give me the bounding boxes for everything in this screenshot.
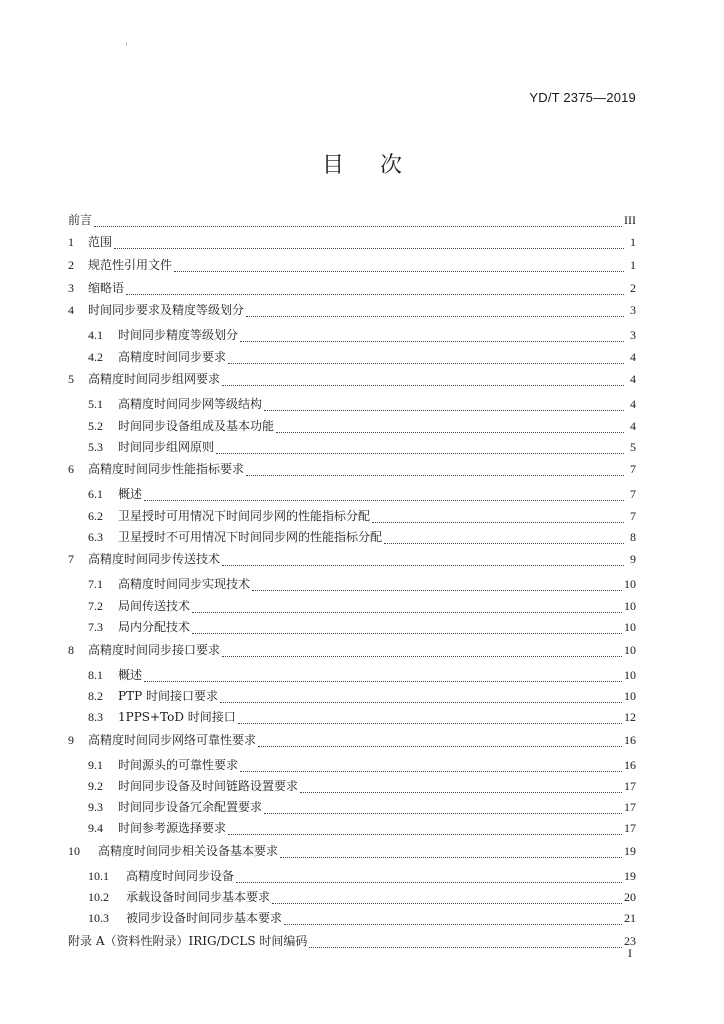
page-number: I xyxy=(628,946,632,960)
scan-mark xyxy=(126,42,131,46)
toc-entry-page: 10 xyxy=(624,667,636,682)
toc-leader-dots xyxy=(228,348,624,364)
toc-entry[interactable] xyxy=(68,819,636,838)
toc-entry-number: 5.2 xyxy=(88,418,103,433)
toc-entry-number: 6.2 xyxy=(88,508,103,523)
toc-entry-number: 4.1 xyxy=(88,328,103,343)
toc-entry-page: 16 xyxy=(624,732,636,747)
toc-leader-dots xyxy=(220,687,622,703)
toc-entry-number: 8.2 xyxy=(88,688,103,703)
toc-entry[interactable] xyxy=(68,641,636,660)
toc-leader-dots xyxy=(174,256,624,272)
toc-entry-title: 缩略语 xyxy=(88,280,125,295)
toc-entry-title: 时间同步设备及时间链路设置要求 xyxy=(118,778,299,793)
toc-entry[interactable] xyxy=(68,597,636,616)
toc-entry-title: 高精度时间同步相关设备基本要求 xyxy=(98,843,279,858)
toc-entry-page: 3 xyxy=(630,303,636,318)
toc-entry-number: 3 xyxy=(68,280,74,295)
toc-entry-number: 10.3 xyxy=(88,911,109,926)
toc-entry[interactable] xyxy=(68,211,636,230)
toc-entry-number: 8.3 xyxy=(88,709,103,724)
toc-leader-dots xyxy=(276,417,624,433)
toc-leader-dots xyxy=(384,528,624,544)
toc-entry-title: 承载设备时间同步基本要求 xyxy=(126,890,271,904)
toc-leader-dots xyxy=(272,888,622,904)
toc-leader-dots xyxy=(236,867,622,883)
toc-entry-number: 4 xyxy=(68,303,74,318)
toc-entry[interactable] xyxy=(68,438,636,457)
toc-entry-title: 概述 xyxy=(118,487,143,502)
toc-leader-dots xyxy=(246,301,624,317)
toc-entry-number: 2 xyxy=(68,258,74,273)
toc-leader-dots xyxy=(258,731,622,747)
toc-entry-title: 概述 xyxy=(118,667,143,682)
toc-leader-dots xyxy=(228,819,622,835)
toc-entry-page: 5 xyxy=(630,439,636,454)
toc-leader-dots xyxy=(280,842,622,858)
toc-entry-title: 1PPS+ToD 时间接口 xyxy=(118,709,236,724)
toc-leader-dots xyxy=(222,550,624,566)
toc-entry-page: 17 xyxy=(624,821,636,836)
toc-entry-title: PTP 时间接口要求 xyxy=(118,688,218,703)
toc-entry-title: 局内分配技术 xyxy=(118,619,191,634)
toc-entry[interactable] xyxy=(68,348,636,367)
toc-entry-title: 范围 xyxy=(88,235,113,250)
toc-entry[interactable] xyxy=(68,867,636,886)
toc-entry[interactable] xyxy=(68,888,636,907)
table-of-contents xyxy=(68,207,636,951)
toc-leader-dots xyxy=(144,485,624,501)
toc-leader-dots xyxy=(216,438,624,454)
toc-entry-title: 高精度时间同步性能指标要求 xyxy=(88,462,245,477)
toc-entry-title: 高精度时间同步设备 xyxy=(126,868,235,883)
toc-entry[interactable] xyxy=(68,798,636,817)
toc-entry[interactable] xyxy=(68,233,636,252)
toc-entry-page: 10 xyxy=(624,598,636,613)
toc-entry-number: 9.3 xyxy=(88,799,103,814)
toc-leader-dots xyxy=(252,575,622,591)
toc-entry-number: 7.1 xyxy=(88,577,103,592)
toc-entry-page: 3 xyxy=(630,328,636,343)
toc-entry-title: 高精度时间同步接口要求 xyxy=(88,642,221,657)
toc-entry-page: 10 xyxy=(624,619,636,634)
toc-entry-page: 12 xyxy=(624,709,636,724)
toc-entry-page: 2 xyxy=(630,280,636,295)
toc-entry-title: 时间同步设备组成及基本功能 xyxy=(118,418,275,433)
toc-entry-title: 局间传送技术 xyxy=(118,598,191,613)
toc-entry-page: 10 xyxy=(624,688,636,703)
toc-leader-dots xyxy=(240,326,624,342)
toc-entry-title: 规范性引用文件 xyxy=(88,258,173,273)
toc-entry[interactable] xyxy=(68,507,636,526)
toc-entry[interactable] xyxy=(68,256,636,275)
toc-entry-title: 时间参考源选择要求 xyxy=(118,821,227,836)
toc-leader-dots xyxy=(284,909,622,925)
toc-entry-number: 9.1 xyxy=(88,757,103,772)
toc-entry[interactable] xyxy=(68,909,636,928)
toc-entry[interactable] xyxy=(68,666,636,685)
toc-entry-page: 1 xyxy=(630,235,636,250)
toc-leader-dots xyxy=(372,507,624,523)
toc-entry-number: 5 xyxy=(68,372,74,387)
toc-entry-number: 10.2 xyxy=(88,890,109,904)
toc-entry[interactable] xyxy=(68,777,636,796)
toc-entry-title: 时间源头的可靠性要求 xyxy=(118,757,239,772)
toc-entry-number: 6 xyxy=(68,462,74,477)
toc-entry-number: 6.1 xyxy=(88,487,103,502)
toc-entry-page: 7 xyxy=(630,462,636,477)
toc-entry-number: 9 xyxy=(68,732,74,747)
toc-entry[interactable] xyxy=(68,618,636,637)
toc-entry-number: 9.4 xyxy=(88,821,103,836)
toc-leader-dots xyxy=(114,233,624,249)
toc-entry-number: 5.1 xyxy=(88,397,103,412)
toc-entry[interactable] xyxy=(68,708,636,727)
toc-leader-dots xyxy=(300,777,622,793)
toc-entry[interactable] xyxy=(68,485,636,504)
toc-leader-dots xyxy=(222,641,622,657)
toc-leader-dots xyxy=(144,666,622,682)
toc-entry-page: III xyxy=(624,212,636,227)
toc-entry-title: 高精度时间同步组网要求 xyxy=(88,372,221,387)
toc-entry-number: 7.3 xyxy=(88,619,103,634)
toc-entry-page: 23 xyxy=(624,933,636,948)
toc-entry-page: 16 xyxy=(624,757,636,772)
toc-entry-title: 高精度时间同步网等级结构 xyxy=(118,397,263,412)
toc-entry-number: 9.2 xyxy=(88,778,103,793)
toc-entry-number: 4.2 xyxy=(88,349,103,364)
toc-entry-title: 被同步设备时间同步基本要求 xyxy=(126,911,283,926)
toc-entry[interactable] xyxy=(68,395,636,414)
toc-entry[interactable] xyxy=(68,417,636,436)
toc-entry-page: 21 xyxy=(624,911,636,926)
toc-entry-page: 7 xyxy=(630,487,636,502)
toc-leader-dots xyxy=(246,460,624,476)
toc-leader-dots xyxy=(126,279,624,295)
toc-entry-number: 10 xyxy=(68,843,80,858)
toc-entry-page: 19 xyxy=(624,868,636,883)
toc-entry-title: 高精度时间同步网络可靠性要求 xyxy=(88,732,257,747)
toc-entry-page: 4 xyxy=(630,372,636,387)
toc-leader-dots xyxy=(309,932,622,948)
toc-entry[interactable] xyxy=(68,460,636,479)
page-title: 目次 xyxy=(321,153,438,178)
toc-leader-dots xyxy=(192,618,622,634)
toc-entry-number: 8.1 xyxy=(88,667,103,682)
toc-entry-title: 时间同步设备冗余配置要求 xyxy=(118,799,263,814)
toc-entry-page: 19 xyxy=(624,843,636,858)
toc-entry[interactable] xyxy=(68,932,636,951)
toc-leader-dots xyxy=(192,597,622,613)
toc-entry-number: 5.3 xyxy=(88,439,103,454)
toc-entry-title: 卫星授时不可用情况下时间同步网的性能指标分配 xyxy=(118,529,383,544)
toc-entry-page: 9 xyxy=(630,552,636,567)
toc-entry[interactable] xyxy=(68,687,636,706)
toc-entry[interactable] xyxy=(68,301,636,320)
toc-entry-page: 8 xyxy=(630,529,636,544)
toc-entry[interactable] xyxy=(68,756,636,775)
toc-entry-number: 6.3 xyxy=(88,529,103,544)
toc-entry-number: 1 xyxy=(68,235,74,250)
toc-entry-page: 20 xyxy=(624,890,636,904)
toc-entry[interactable] xyxy=(68,326,636,345)
toc-entry-number: 10.1 xyxy=(88,868,109,883)
toc-entry-title: 时间同步精度等级划分 xyxy=(118,328,239,343)
toc-entry-title: 卫星授时可用情况下时间同步网的性能指标分配 xyxy=(118,508,371,523)
toc-entry-page: 10 xyxy=(624,577,636,592)
toc-entry-title: 高精度时间同步要求 xyxy=(118,349,227,364)
toc-leader-dots xyxy=(222,370,624,386)
toc-entry[interactable] xyxy=(68,370,636,389)
toc-leader-dots xyxy=(264,395,624,411)
toc-entry-title: 附录 A（资料性附录）IRIG/DCLS 时间编码 xyxy=(68,933,308,948)
toc-entry[interactable] xyxy=(68,550,636,569)
toc-entry-title: 前言 xyxy=(68,212,93,227)
toc-entry[interactable] xyxy=(68,575,636,594)
toc-entry-number: 8 xyxy=(68,642,74,657)
toc-entry-title: 高精度时间同步传送技术 xyxy=(88,552,221,567)
toc-entry-title: 时间同步要求及精度等级划分 xyxy=(88,303,245,318)
toc-entry[interactable] xyxy=(68,842,636,861)
toc-leader-dots xyxy=(238,708,622,724)
standard-code: YD/T 2375—2019 xyxy=(529,90,636,105)
toc-entry-page: 7 xyxy=(630,508,636,523)
toc-entry-number: 7.2 xyxy=(88,598,103,613)
toc-entry[interactable] xyxy=(68,528,636,547)
toc-entry-page: 1 xyxy=(630,258,636,273)
toc-entry-page: 17 xyxy=(624,799,636,814)
toc-entry-number: 7 xyxy=(68,552,74,567)
toc-entry-page: 4 xyxy=(630,418,636,433)
toc-entry-page: 4 xyxy=(630,397,636,412)
toc-entry-title: 时间同步组网原则 xyxy=(118,439,215,454)
toc-entry[interactable] xyxy=(68,731,636,750)
toc-entry-page: 4 xyxy=(630,349,636,364)
toc-entry-page: 10 xyxy=(624,642,636,657)
toc-leader-dots xyxy=(94,211,622,227)
toc-leader-dots xyxy=(264,798,622,814)
toc-entry-title: 高精度时间同步实现技术 xyxy=(118,577,251,592)
toc-entry[interactable] xyxy=(68,279,636,298)
toc-entry-page: 17 xyxy=(624,778,636,793)
toc-leader-dots xyxy=(240,756,622,772)
